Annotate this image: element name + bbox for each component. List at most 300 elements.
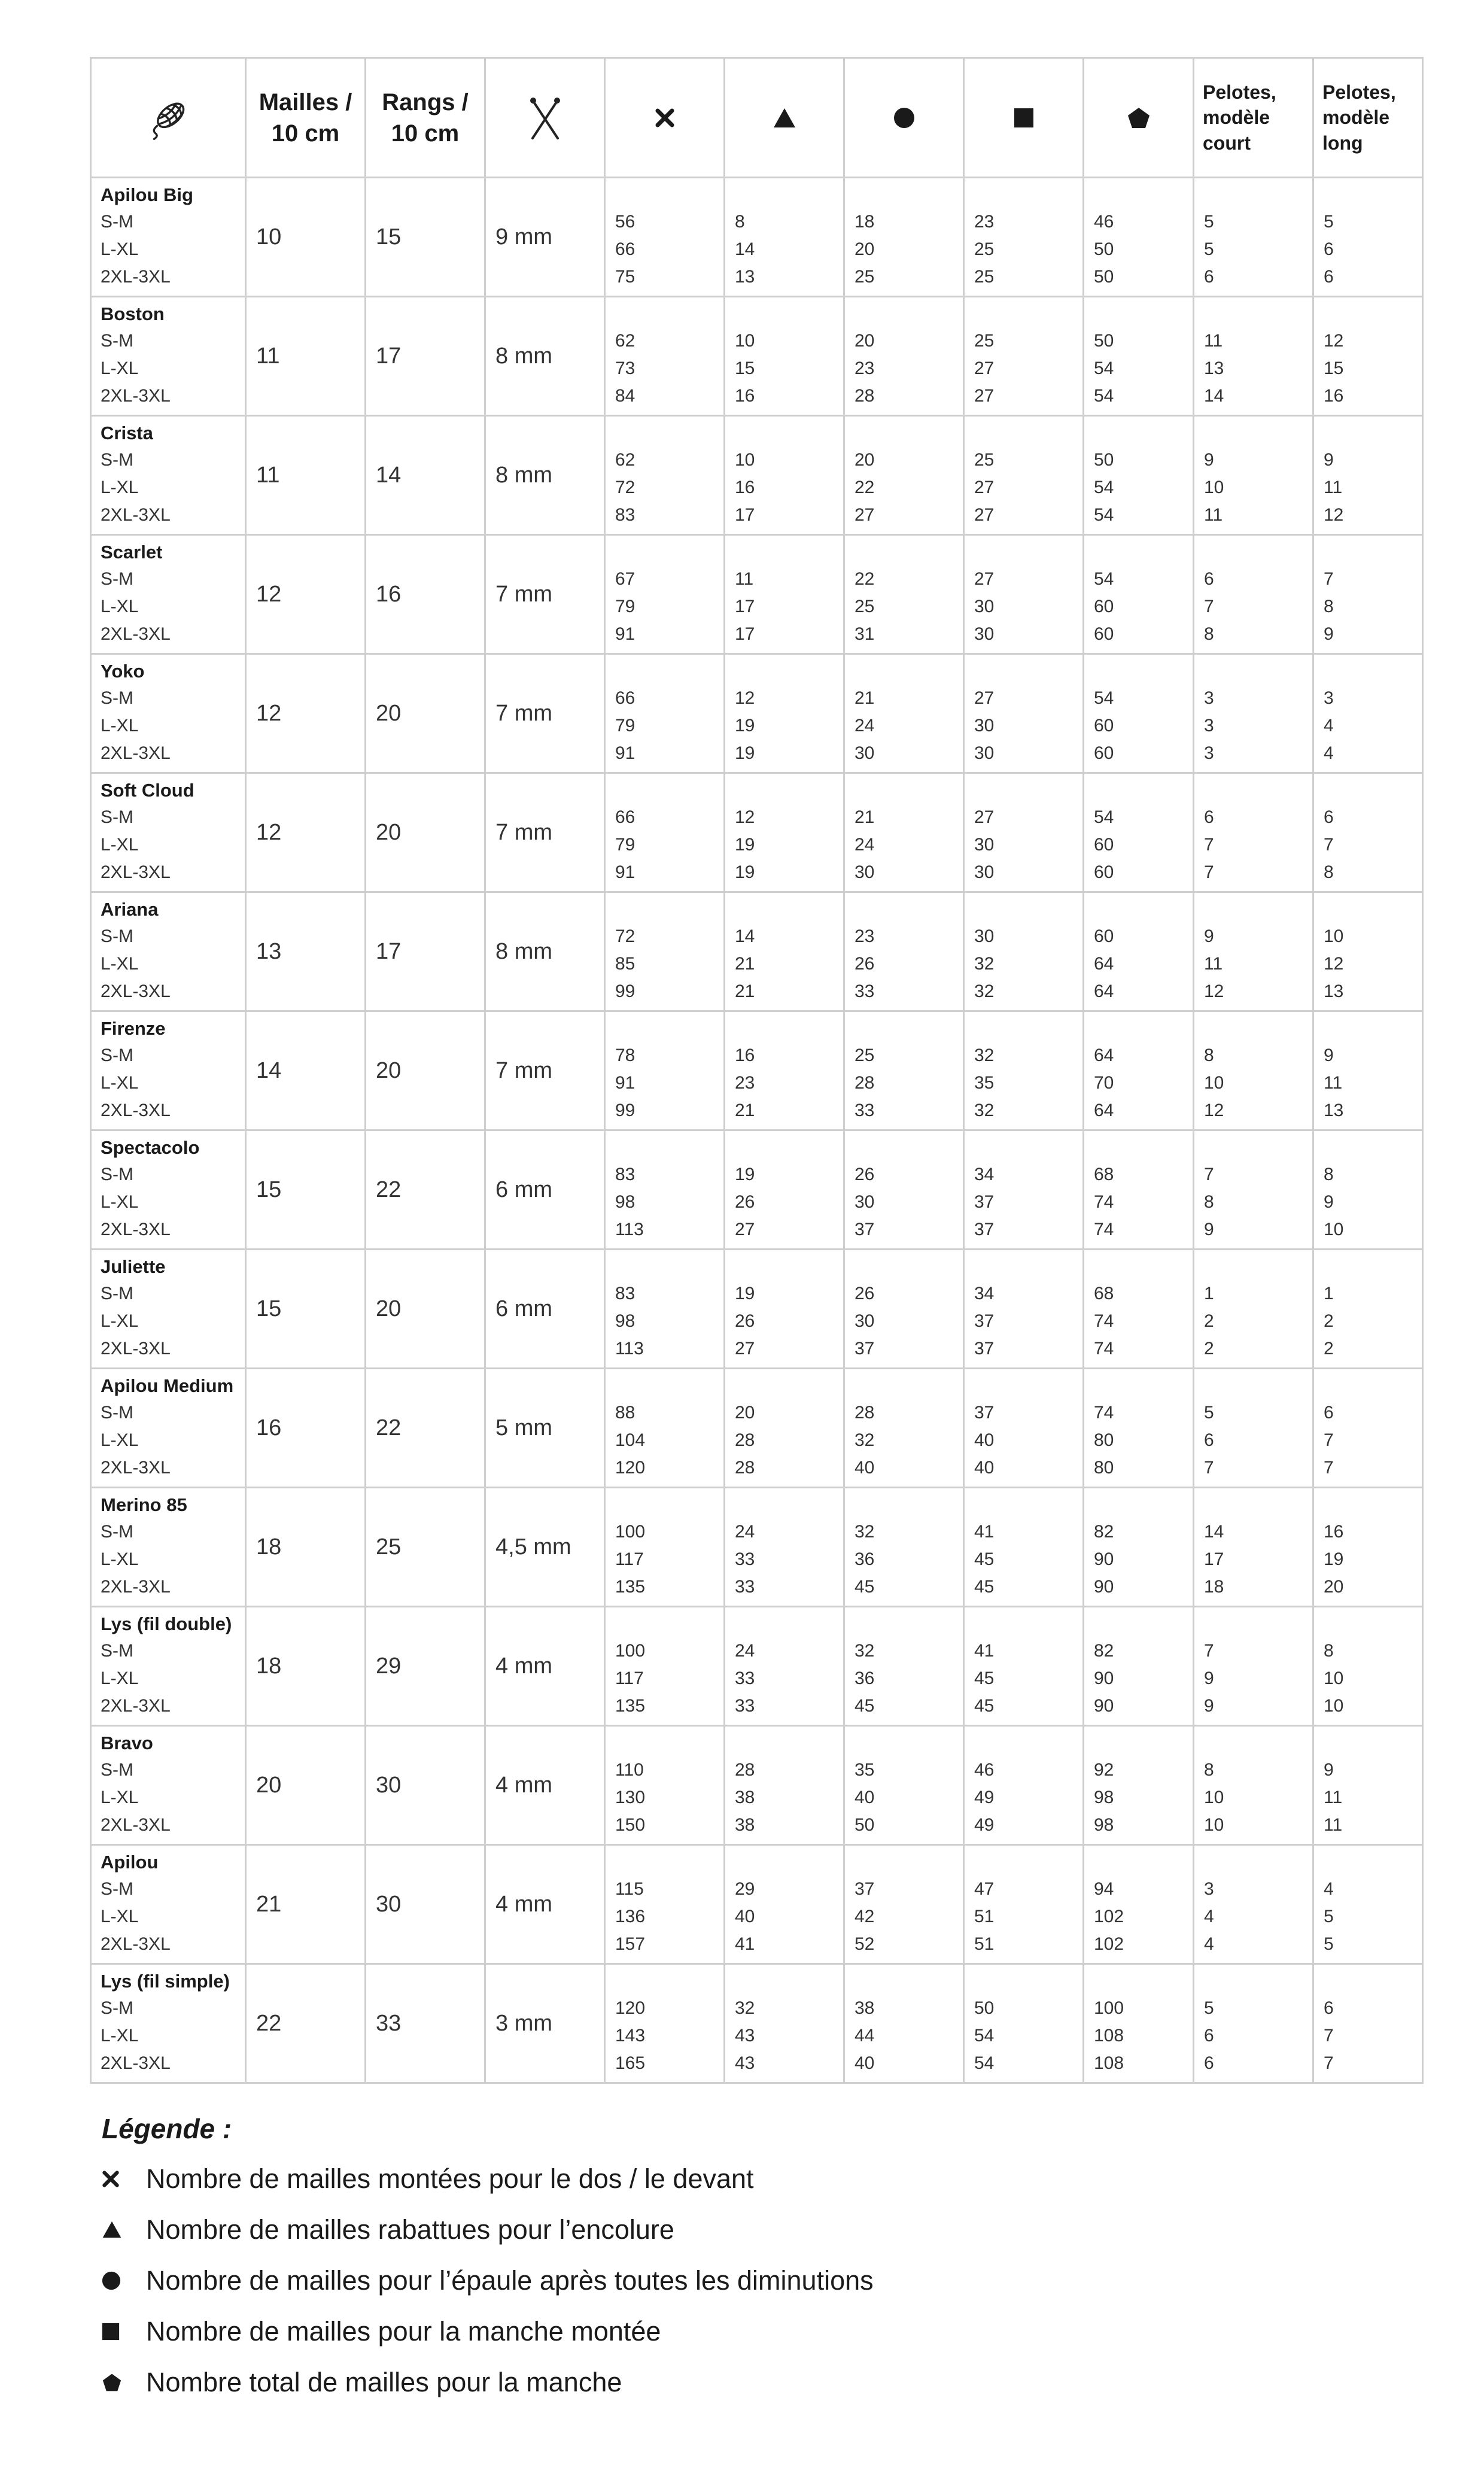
square-value: 41 (974, 1522, 995, 1542)
cross-cell (605, 535, 725, 654)
size-label: S-M (101, 926, 133, 946)
square-value: 25 (974, 331, 995, 351)
pentagon-value: 80 (1094, 1458, 1114, 1478)
triangle-value: 16 (735, 478, 755, 497)
yarn-name: Scarlet (101, 542, 163, 563)
triangle-cell (725, 1607, 844, 1726)
court-value: 7 (1204, 835, 1214, 855)
triangle-value: 26 (735, 1311, 755, 1331)
circle-value: 37 (854, 1879, 875, 1899)
square-icon (102, 2323, 146, 2341)
cross-value: 115 (615, 1879, 644, 1899)
pentagon-cell (1084, 892, 1194, 1011)
pentagon-cell (1084, 416, 1194, 535)
triangle-cell (725, 1011, 844, 1130)
cross-value: 136 (615, 1907, 646, 1926)
cross-value: 66 (615, 688, 635, 708)
cross-value: 72 (615, 478, 635, 497)
circle-icon (893, 107, 915, 129)
cross-value: 99 (615, 981, 635, 1001)
mailles-header-line2: 10 cm (271, 120, 340, 147)
square-value: 27 (974, 688, 995, 708)
yarn-cell (91, 1488, 246, 1607)
long-cell (1313, 1250, 1423, 1369)
cross-icon (102, 2170, 146, 2188)
legend (102, 2113, 874, 2408)
pentagon-value: 60 (1094, 624, 1114, 644)
long-cell (1313, 297, 1423, 416)
size-label: L-XL (101, 716, 139, 735)
cross-cell (605, 654, 725, 773)
needle-size-cell: 9 mm (485, 178, 605, 297)
cross-value: 99 (615, 1101, 635, 1120)
triangle-value: 33 (735, 1668, 755, 1688)
table-row (91, 1964, 1423, 2083)
long-value: 8 (1324, 1641, 1334, 1661)
needle-size-cell: 8 mm (485, 297, 605, 416)
yarn-cell (91, 1250, 246, 1369)
square-value: 37 (974, 1311, 995, 1331)
court-cell (1194, 1488, 1313, 1607)
mailles-cell: 13 (246, 892, 366, 1011)
cross-value: 62 (615, 450, 635, 470)
cross-value: 78 (615, 1045, 635, 1065)
yarn-cell (91, 535, 246, 654)
long-value: 9 (1324, 1192, 1334, 1212)
pentagon-value: 64 (1094, 1101, 1114, 1120)
pentagon-value: 64 (1094, 1045, 1114, 1065)
court-cell (1194, 654, 1313, 773)
long-value: 11 (1324, 1815, 1343, 1835)
size-label: 2XL-3XL (101, 386, 171, 406)
circle-cell (844, 1250, 964, 1369)
triangle-value: 19 (735, 835, 755, 855)
long-cell (1313, 178, 1423, 297)
square-value: 54 (974, 2053, 995, 2073)
cross-value: 79 (615, 835, 635, 855)
needle-size-cell: 4,5 mm (485, 1488, 605, 1607)
circle-value: 40 (854, 1788, 875, 1807)
triangle-value: 19 (735, 1284, 755, 1303)
size-label: S-M (101, 807, 133, 827)
circle-value: 20 (854, 450, 875, 470)
long-value: 20 (1324, 1577, 1344, 1597)
court-value: 9 (1204, 926, 1214, 946)
circle-cell (844, 1845, 964, 1964)
size-label: S-M (101, 212, 133, 232)
pentagon-value: 54 (1094, 358, 1114, 378)
legend-item (102, 2255, 874, 2306)
long-value: 4 (1324, 1879, 1334, 1899)
cross-value: 83 (615, 1284, 635, 1303)
circle-value: 32 (854, 1522, 875, 1542)
pentagon-cell (1084, 654, 1194, 773)
long-value: 7 (1324, 569, 1334, 589)
long-value: 4 (1324, 743, 1334, 763)
square-cell (964, 178, 1084, 297)
square-value: 50 (974, 1998, 995, 2018)
court-cell (1194, 1250, 1313, 1369)
table-row (91, 1607, 1423, 1726)
triangle-cell (725, 297, 844, 416)
size-label: L-XL (101, 1311, 139, 1331)
court-value: 3 (1204, 688, 1214, 708)
circle-cell (844, 535, 964, 654)
mailles-cell: 21 (246, 1845, 366, 1964)
pentagon-value: 74 (1094, 1220, 1114, 1239)
triangle-cell (725, 654, 844, 773)
court-value: 8 (1204, 1192, 1214, 1212)
size-label: L-XL (101, 1073, 139, 1093)
square-value: 30 (974, 926, 995, 946)
mailles-column-header (246, 58, 366, 178)
square-value: 49 (974, 1788, 995, 1807)
cross-cell (605, 1964, 725, 2083)
court-cell (1194, 1130, 1313, 1250)
court-value: 4 (1204, 1934, 1214, 1954)
triangle-value: 21 (735, 954, 755, 974)
yarn-name: Apilou Medium (101, 1375, 234, 1396)
legend-item (102, 2204, 874, 2255)
yarn-ball-icon (143, 93, 193, 143)
long-cell (1313, 1726, 1423, 1845)
triangle-value: 19 (735, 1165, 755, 1184)
pentagon-value: 54 (1094, 505, 1114, 525)
size-label: 2XL-3XL (101, 1696, 171, 1716)
square-value: 32 (974, 981, 995, 1001)
yarn-cell (91, 1726, 246, 1845)
circle-value: 26 (854, 954, 875, 974)
size-label: 2XL-3XL (101, 1934, 171, 1954)
court-cell (1194, 535, 1313, 654)
pentagon-value: 90 (1094, 1577, 1114, 1597)
pelotes-court-line1: Pelotes, (1203, 81, 1276, 104)
court-cell (1194, 1369, 1313, 1488)
circle-cell (844, 178, 964, 297)
cross-cell (605, 1011, 725, 1130)
yarn-cell (91, 773, 246, 892)
triangle-cell (725, 773, 844, 892)
square-value: 37 (974, 1403, 995, 1423)
legend-item (102, 2306, 874, 2357)
mailles-header-line1: Mailles / (259, 89, 352, 116)
size-label: L-XL (101, 1907, 139, 1926)
cross-value: 56 (615, 212, 635, 232)
mailles-cell: 22 (246, 1964, 366, 2083)
rangs-cell: 14 (366, 416, 485, 535)
triangle-cell (725, 892, 844, 1011)
size-label: 2XL-3XL (101, 624, 171, 644)
circle-value: 31 (854, 624, 875, 644)
square-value: 51 (974, 1934, 995, 1954)
circle-value: 26 (854, 1284, 875, 1303)
cross-value: 113 (615, 1220, 644, 1239)
circle-value: 38 (854, 1998, 875, 2018)
triangle-value: 41 (735, 1934, 755, 1954)
cross-value: 117 (615, 1668, 644, 1688)
triangle-value: 19 (735, 743, 755, 763)
court-value: 10 (1204, 1788, 1224, 1807)
square-cell (964, 1964, 1084, 2083)
pentagon-value: 54 (1094, 688, 1114, 708)
square-value: 49 (974, 1815, 995, 1835)
circle-value: 40 (854, 2053, 875, 2073)
square-cell (964, 1726, 1084, 1845)
circle-cell (844, 654, 964, 773)
needle-size-cell: 4 mm (485, 1845, 605, 1964)
size-label: 2XL-3XL (101, 862, 171, 882)
pentagon-value: 102 (1094, 1934, 1124, 1954)
needle-size-cell: 8 mm (485, 892, 605, 1011)
size-label: S-M (101, 1403, 133, 1423)
yarn-name: Juliette (101, 1256, 166, 1277)
pelotes-long-column-header (1313, 58, 1423, 178)
size-label: S-M (101, 1165, 133, 1184)
court-value: 10 (1204, 1073, 1224, 1093)
court-value: 10 (1204, 478, 1224, 497)
table-row (91, 1726, 1423, 1845)
mailles-cell: 18 (246, 1607, 366, 1726)
long-cell (1313, 1369, 1423, 1488)
needle-size-cell: 6 mm (485, 1250, 605, 1369)
court-value: 10 (1204, 1815, 1224, 1835)
pentagon-value: 100 (1094, 1998, 1124, 2018)
court-value: 7 (1204, 1641, 1214, 1661)
pentagon-value: 82 (1094, 1641, 1114, 1661)
size-label: S-M (101, 1522, 133, 1542)
cross-value: 98 (615, 1311, 635, 1331)
cross-cell (605, 1250, 725, 1369)
square-value: 32 (974, 954, 995, 974)
rangs-cell: 20 (366, 654, 485, 773)
triangle-value: 28 (735, 1458, 755, 1478)
square-value: 37 (974, 1220, 995, 1239)
cross-column-header (605, 58, 725, 178)
needle-size-cell: 4 mm (485, 1607, 605, 1726)
triangle-cell (725, 1845, 844, 1964)
yarn-name: Yoko (101, 661, 145, 682)
court-value: 8 (1204, 1045, 1214, 1065)
yarn-name: Firenze (101, 1018, 166, 1039)
triangle-value: 11 (735, 569, 754, 589)
court-cell (1194, 1011, 1313, 1130)
yarn-name: Ariana (101, 899, 159, 920)
long-value: 11 (1324, 478, 1343, 497)
size-label: L-XL (101, 1430, 139, 1450)
rangs-cell: 20 (366, 773, 485, 892)
triangle-value: 16 (735, 386, 755, 406)
circle-value: 40 (854, 1458, 875, 1478)
pentagon-value: 98 (1094, 1815, 1114, 1835)
square-value: 41 (974, 1641, 995, 1661)
triangle-value: 13 (735, 267, 755, 287)
court-value: 7 (1204, 862, 1214, 882)
size-label: S-M (101, 1284, 133, 1303)
triangle-value: 33 (735, 1696, 755, 1716)
pentagon-value: 60 (1094, 597, 1114, 616)
circle-value: 22 (854, 478, 875, 497)
cross-value: 117 (615, 1549, 644, 1569)
size-label: L-XL (101, 835, 139, 855)
long-value: 15 (1324, 358, 1344, 378)
court-value: 11 (1204, 331, 1223, 351)
circle-cell (844, 1488, 964, 1607)
table-row (91, 773, 1423, 892)
legend-text: Nombre total de mailles pour la manche (146, 2366, 622, 2397)
pentagon-value: 70 (1094, 1073, 1114, 1093)
square-value: 27 (974, 505, 995, 525)
mailles-cell: 15 (246, 1250, 366, 1369)
size-label: S-M (101, 331, 133, 351)
court-value: 3 (1204, 1879, 1214, 1899)
square-cell (964, 654, 1084, 773)
cross-value: 75 (615, 267, 635, 287)
cross-value: 62 (615, 331, 635, 351)
yarn-cell (91, 297, 246, 416)
square-value: 34 (974, 1284, 995, 1303)
square-value: 54 (974, 2026, 995, 2046)
cross-cell (605, 773, 725, 892)
triangle-cell (725, 1369, 844, 1488)
long-cell (1313, 1130, 1423, 1250)
cross-value: 104 (615, 1430, 646, 1450)
long-cell (1313, 416, 1423, 535)
long-cell (1313, 892, 1423, 1011)
legend-text: Nombre de mailles rabattues pour l’encolure (146, 2214, 674, 2245)
square-value: 25 (974, 450, 995, 470)
size-label: S-M (101, 1760, 133, 1780)
court-value: 9 (1204, 1668, 1214, 1688)
size-label: 2XL-3XL (101, 743, 171, 763)
long-cell (1313, 1964, 1423, 2083)
cross-value: 91 (615, 624, 635, 644)
square-value: 45 (974, 1668, 995, 1688)
triangle-value: 24 (735, 1641, 755, 1661)
circle-value: 28 (854, 386, 875, 406)
pentagon-cell (1084, 1130, 1194, 1250)
pentagon-cell (1084, 1369, 1194, 1488)
long-value: 12 (1324, 954, 1344, 974)
cross-value: 143 (615, 2026, 646, 2046)
long-value: 8 (1324, 597, 1334, 616)
pelotes-long-line1: Pelotes, (1322, 81, 1396, 104)
yarn-name: Soft Cloud (101, 780, 194, 801)
needle-size-cell: 3 mm (485, 1964, 605, 2083)
circle-cell (844, 892, 964, 1011)
circle-value: 44 (854, 2026, 875, 2046)
legend-items (102, 2153, 874, 2408)
yarn-cell (91, 416, 246, 535)
triangle-cell (725, 1130, 844, 1250)
square-value: 51 (974, 1907, 995, 1926)
triangle-value: 26 (735, 1192, 755, 1212)
square-value: 27 (974, 569, 995, 589)
circle-value: 25 (854, 597, 875, 616)
table-row (91, 535, 1423, 654)
circle-value: 36 (854, 1668, 875, 1688)
triangle-value: 17 (735, 597, 755, 616)
yarn-cell (91, 1845, 246, 1964)
circle-cell (844, 416, 964, 535)
long-value: 9 (1324, 450, 1334, 470)
cross-cell (605, 892, 725, 1011)
square-icon (1014, 108, 1034, 128)
size-label: L-XL (101, 358, 139, 378)
square-value: 47 (974, 1879, 995, 1899)
court-value: 12 (1204, 1101, 1224, 1120)
pentagon-value: 60 (1094, 926, 1114, 946)
legend-text: Nombre de mailles pour la manche montée (146, 2315, 661, 2347)
square-cell (964, 297, 1084, 416)
square-value: 27 (974, 386, 995, 406)
yarn-cell (91, 1964, 246, 2083)
long-cell (1313, 1488, 1423, 1607)
triangle-value: 8 (735, 212, 745, 232)
yarn-name: Crista (101, 423, 153, 443)
circle-cell (844, 773, 964, 892)
triangle-value: 38 (735, 1788, 755, 1807)
pentagon-value: 50 (1094, 331, 1114, 351)
yarn-cell (91, 178, 246, 297)
square-value: 23 (974, 212, 995, 232)
circle-value: 30 (854, 862, 875, 882)
cross-value: 130 (615, 1788, 646, 1807)
long-cell (1313, 535, 1423, 654)
triangle-value: 32 (735, 1998, 755, 2018)
table-row (91, 1250, 1423, 1369)
rangs-cell: 22 (366, 1130, 485, 1250)
mailles-cell: 20 (246, 1726, 366, 1845)
court-value: 3 (1204, 716, 1214, 735)
square-cell (964, 1845, 1084, 1964)
long-value: 11 (1324, 1788, 1343, 1807)
pentagon-value: 68 (1094, 1284, 1114, 1303)
triangle-value: 19 (735, 716, 755, 735)
circle-value: 23 (854, 358, 875, 378)
pentagon-cell (1084, 1964, 1194, 2083)
pentagon-value: 64 (1094, 954, 1114, 974)
mailles-cell: 16 (246, 1369, 366, 1488)
square-value: 27 (974, 807, 995, 827)
size-label: 2XL-3XL (101, 267, 171, 287)
cross-value: 85 (615, 954, 635, 974)
court-cell (1194, 178, 1313, 297)
pentagon-value: 68 (1094, 1165, 1114, 1184)
rangs-cell: 33 (366, 1964, 485, 2083)
pentagon-value: 50 (1094, 450, 1114, 470)
pelotes-long-line3: long (1322, 132, 1363, 154)
circle-value: 23 (854, 926, 875, 946)
yarn-name: Bravo (101, 1733, 153, 1753)
rangs-cell: 20 (366, 1250, 485, 1369)
circle-value: 36 (854, 1549, 875, 1569)
square-value: 45 (974, 1577, 995, 1597)
legend-title: Légende : (102, 2113, 232, 2144)
circle-value: 37 (854, 1220, 875, 1239)
cross-value: 73 (615, 358, 635, 378)
cross-value: 66 (615, 239, 635, 259)
triangle-value: 27 (735, 1220, 755, 1239)
rangs-cell: 30 (366, 1726, 485, 1845)
triangle-cell (725, 1726, 844, 1845)
triangle-value: 14 (735, 926, 755, 946)
court-value: 2 (1204, 1311, 1214, 1331)
circle-value: 25 (854, 1045, 875, 1065)
triangle-cell (725, 1964, 844, 2083)
mailles-cell: 15 (246, 1130, 366, 1250)
circle-value: 37 (854, 1339, 875, 1358)
circle-value: 28 (854, 1403, 875, 1423)
